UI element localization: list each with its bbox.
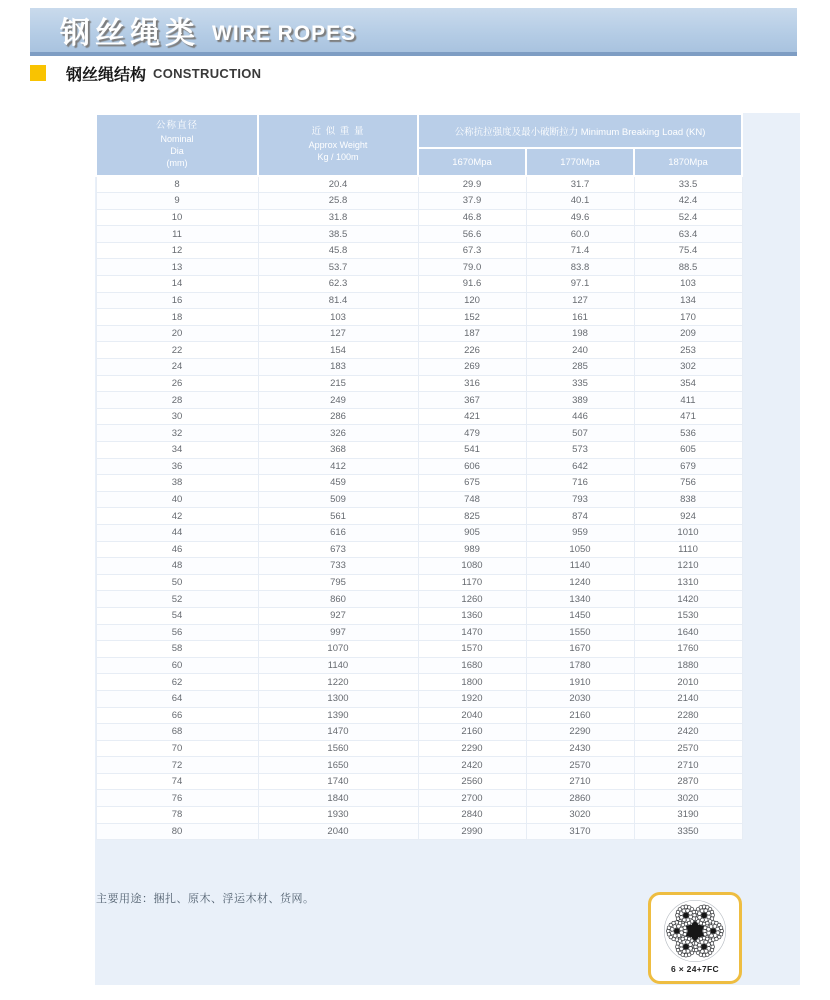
table-cell: 1140	[258, 657, 418, 674]
table-cell: 13	[96, 259, 258, 276]
table-row	[96, 624, 742, 641]
table-cell: 60	[96, 657, 258, 674]
table-cell: 209	[634, 325, 742, 342]
table-cell: 1640	[634, 624, 742, 641]
table-cell: 1680	[418, 657, 526, 674]
table-cell: 606	[418, 458, 526, 475]
column-header-grade-1870: 1870Mpa	[634, 148, 742, 176]
table-row	[96, 259, 742, 276]
page-title-english: WIRE ROPES	[212, 22, 357, 45]
column-header-grade-1670: 1670Mpa	[418, 148, 526, 176]
page-title-chinese: 钢丝绳类	[60, 17, 200, 50]
table-cell: 30	[96, 408, 258, 425]
table-cell: 989	[418, 541, 526, 558]
table-cell: 1420	[634, 591, 742, 608]
table-cell: 10	[96, 209, 258, 226]
table-cell: 76	[96, 790, 258, 807]
table-cell: 1800	[418, 674, 526, 691]
table-cell: 12	[96, 242, 258, 259]
table-cell: 79.0	[418, 259, 526, 276]
page-title-bar	[30, 8, 797, 56]
table-row	[96, 591, 742, 608]
table-row	[96, 309, 742, 326]
spec-table-body	[96, 176, 742, 840]
table-cell: 38	[96, 475, 258, 492]
table-cell: 411	[634, 392, 742, 409]
table-row	[96, 325, 742, 342]
table-cell: 1920	[418, 690, 526, 707]
table-cell: 81.4	[258, 292, 418, 309]
table-cell: 2420	[634, 724, 742, 741]
table-cell: 673	[258, 541, 418, 558]
yellow-square-bullet-icon	[30, 65, 46, 81]
table-cell: 32	[96, 425, 258, 442]
table-cell: 1930	[258, 807, 418, 824]
table-cell: 198	[526, 325, 634, 342]
table-cell: 1110	[634, 541, 742, 558]
table-row	[96, 757, 742, 774]
table-row	[96, 508, 742, 525]
table-row	[96, 242, 742, 259]
table-cell: 1550	[526, 624, 634, 641]
table-cell: 50	[96, 574, 258, 591]
table-cell: 2430	[526, 740, 634, 757]
table-cell: 927	[258, 607, 418, 624]
table-cell: 1240	[526, 574, 634, 591]
table-cell: 286	[258, 408, 418, 425]
table-row	[96, 657, 742, 674]
table-cell: 215	[258, 375, 418, 392]
table-cell: 335	[526, 375, 634, 392]
table-cell: 509	[258, 491, 418, 508]
table-cell: 2140	[634, 690, 742, 707]
table-cell: 152	[418, 309, 526, 326]
table-cell: 1560	[258, 740, 418, 757]
table-cell: 479	[418, 425, 526, 442]
table-cell: 2040	[418, 707, 526, 724]
table-cell: 905	[418, 524, 526, 541]
table-row	[96, 276, 742, 293]
table-row	[96, 541, 742, 558]
table-cell: 253	[634, 342, 742, 359]
table-cell: 74	[96, 773, 258, 790]
table-cell: 2290	[418, 740, 526, 757]
table-cell: 2010	[634, 674, 742, 691]
table-row	[96, 209, 742, 226]
table-cell: 14	[96, 276, 258, 293]
table-row	[96, 408, 742, 425]
table-cell: 1880	[634, 657, 742, 674]
table-cell: 88.5	[634, 259, 742, 276]
table-cell: 1070	[258, 641, 418, 658]
table-row	[96, 607, 742, 624]
table-cell: 56	[96, 624, 258, 641]
table-cell: 154	[258, 342, 418, 359]
table-cell: 75.4	[634, 242, 742, 259]
table-cell: 2040	[258, 823, 418, 840]
rope-construction-label: 6 × 24+7FC	[671, 964, 719, 974]
table-cell: 1450	[526, 607, 634, 624]
table-cell: 240	[526, 342, 634, 359]
table-cell: 52	[96, 591, 258, 608]
table-cell: 3170	[526, 823, 634, 840]
table-cell: 1470	[418, 624, 526, 641]
table-cell: 2160	[418, 724, 526, 741]
table-cell: 78	[96, 807, 258, 824]
table-row	[96, 425, 742, 442]
table-cell: 8	[96, 176, 258, 193]
table-cell: 302	[634, 359, 742, 376]
table-cell: 127	[258, 325, 418, 342]
table-row	[96, 574, 742, 591]
table-cell: 70	[96, 740, 258, 757]
table-row	[96, 375, 742, 392]
table-row	[96, 707, 742, 724]
section-subtitle-english: CONSTRUCTION	[153, 65, 262, 81]
table-cell: 68	[96, 724, 258, 741]
table-cell: 24	[96, 359, 258, 376]
table-cell: 20	[96, 325, 258, 342]
table-cell: 1650	[258, 757, 418, 774]
table-cell: 20.4	[258, 176, 418, 193]
table-cell: 2710	[634, 757, 742, 774]
table-cell: 1760	[634, 641, 742, 658]
table-row	[96, 790, 742, 807]
table-cell: 1840	[258, 790, 418, 807]
table-cell: 354	[634, 375, 742, 392]
table-cell: 53.7	[258, 259, 418, 276]
table-cell: 1910	[526, 674, 634, 691]
table-cell: 756	[634, 475, 742, 492]
table-cell: 368	[258, 442, 418, 459]
table-cell: 34	[96, 442, 258, 459]
table-cell: 285	[526, 359, 634, 376]
usage-note: 主要用途：捆扎、原木、浮运木材、货网。	[96, 893, 315, 905]
table-cell: 60.0	[526, 226, 634, 243]
table-cell: 733	[258, 558, 418, 575]
table-cell: 67.3	[418, 242, 526, 259]
table-cell: 507	[526, 425, 634, 442]
spec-table	[95, 113, 743, 840]
table-cell: 2990	[418, 823, 526, 840]
table-cell: 42	[96, 508, 258, 525]
table-cell: 64	[96, 690, 258, 707]
table-cell: 1010	[634, 524, 742, 541]
table-cell: 54	[96, 607, 258, 624]
table-cell: 1050	[526, 541, 634, 558]
table-cell: 58	[96, 641, 258, 658]
table-cell: 536	[634, 425, 742, 442]
table-cell: 748	[418, 491, 526, 508]
table-cell: 605	[634, 442, 742, 459]
table-cell: 675	[418, 475, 526, 492]
table-cell: 22	[96, 342, 258, 359]
table-cell: 1310	[634, 574, 742, 591]
table-cell: 1780	[526, 657, 634, 674]
column-header-grade-1770: 1770Mpa	[526, 148, 634, 176]
table-row	[96, 690, 742, 707]
table-cell: 28	[96, 392, 258, 409]
table-cell: 2840	[418, 807, 526, 824]
table-cell: 3020	[634, 790, 742, 807]
table-cell: 56.6	[418, 226, 526, 243]
table-cell: 997	[258, 624, 418, 641]
table-cell: 40	[96, 491, 258, 508]
table-cell: 11	[96, 226, 258, 243]
table-cell: 83.8	[526, 259, 634, 276]
table-row	[96, 524, 742, 541]
column-header-nominal-dia: 公称直径 Nominal Dia (mm)	[96, 114, 258, 176]
table-cell: 249	[258, 392, 418, 409]
table-cell: 3190	[634, 807, 742, 824]
table-cell: 2290	[526, 724, 634, 741]
table-cell: 161	[526, 309, 634, 326]
spec-table-header	[96, 114, 742, 176]
table-cell: 52.4	[634, 209, 742, 226]
table-row	[96, 226, 742, 243]
table-row	[96, 392, 742, 409]
table-cell: 2280	[634, 707, 742, 724]
table-cell: 2700	[418, 790, 526, 807]
content-panel	[95, 113, 800, 985]
table-cell: 1260	[418, 591, 526, 608]
table-cell: 91.6	[418, 276, 526, 293]
table-row	[96, 807, 742, 824]
section-subtitle	[30, 63, 261, 83]
table-cell: 2870	[634, 773, 742, 790]
table-cell: 62.3	[258, 276, 418, 293]
table-cell: 561	[258, 508, 418, 525]
table-cell: 97.1	[526, 276, 634, 293]
table-cell: 63.4	[634, 226, 742, 243]
table-cell: 2860	[526, 790, 634, 807]
table-cell: 226	[418, 342, 526, 359]
table-cell: 421	[418, 408, 526, 425]
table-cell: 18	[96, 309, 258, 326]
table-cell: 170	[634, 309, 742, 326]
table-row	[96, 491, 742, 508]
table-row	[96, 724, 742, 741]
table-cell: 616	[258, 524, 418, 541]
table-row	[96, 475, 742, 492]
table-cell: 412	[258, 458, 418, 475]
table-row	[96, 674, 742, 691]
table-cell: 924	[634, 508, 742, 525]
table-cell: 2160	[526, 707, 634, 724]
table-cell: 2710	[526, 773, 634, 790]
table-row	[96, 442, 742, 459]
table-cell: 16	[96, 292, 258, 309]
table-cell: 1360	[418, 607, 526, 624]
table-cell: 1530	[634, 607, 742, 624]
table-cell: 31.7	[526, 176, 634, 193]
table-cell: 860	[258, 591, 418, 608]
table-cell: 48	[96, 558, 258, 575]
table-cell: 1570	[418, 641, 526, 658]
table-cell: 795	[258, 574, 418, 591]
table-cell: 389	[526, 392, 634, 409]
table-cell: 33.5	[634, 176, 742, 193]
table-cell: 134	[634, 292, 742, 309]
table-cell: 2570	[526, 757, 634, 774]
table-cell: 825	[418, 508, 526, 525]
table-row	[96, 558, 742, 575]
table-cell: 42.4	[634, 193, 742, 210]
table-cell: 2560	[418, 773, 526, 790]
table-cell: 1340	[526, 591, 634, 608]
table-cell: 45.8	[258, 242, 418, 259]
table-cell: 49.6	[526, 209, 634, 226]
table-cell: 1470	[258, 724, 418, 741]
table-row	[96, 359, 742, 376]
table-cell: 471	[634, 408, 742, 425]
table-cell: 793	[526, 491, 634, 508]
table-cell: 72	[96, 757, 258, 774]
table-row	[96, 342, 742, 359]
table-cell: 459	[258, 475, 418, 492]
table-cell: 44	[96, 524, 258, 541]
table-cell: 103	[258, 309, 418, 326]
table-cell: 62	[96, 674, 258, 691]
table-cell: 80	[96, 823, 258, 840]
table-cell: 316	[418, 375, 526, 392]
table-row	[96, 193, 742, 210]
table-cell: 37.9	[418, 193, 526, 210]
table-cell: 71.4	[526, 242, 634, 259]
column-header-breaking-load-group: 公称抗拉强度及最小破断拉力 Minimum Breaking Load (KN)	[418, 114, 742, 148]
table-cell: 120	[418, 292, 526, 309]
table-cell: 1220	[258, 674, 418, 691]
table-cell: 1670	[526, 641, 634, 658]
table-cell: 187	[418, 325, 526, 342]
table-cell: 183	[258, 359, 418, 376]
table-cell: 3350	[634, 823, 742, 840]
table-cell: 446	[526, 408, 634, 425]
rope-construction-badge	[648, 892, 742, 984]
table-cell: 38.5	[258, 226, 418, 243]
table-cell: 326	[258, 425, 418, 442]
table-cell: 679	[634, 458, 742, 475]
table-cell: 46	[96, 541, 258, 558]
table-cell: 29.9	[418, 176, 526, 193]
table-cell: 1390	[258, 707, 418, 724]
section-subtitle-chinese: 钢丝绳结构	[66, 66, 147, 84]
table-cell: 1140	[526, 558, 634, 575]
table-cell: 716	[526, 475, 634, 492]
table-cell: 2420	[418, 757, 526, 774]
rope-cross-section-icon	[662, 898, 728, 964]
table-row	[96, 458, 742, 475]
table-cell: 642	[526, 458, 634, 475]
table-cell: 874	[526, 508, 634, 525]
table-cell: 269	[418, 359, 526, 376]
table-row	[96, 292, 742, 309]
table-cell: 103	[634, 276, 742, 293]
table-cell: 2570	[634, 740, 742, 757]
table-cell: 3020	[526, 807, 634, 824]
table-cell: 2030	[526, 690, 634, 707]
table-cell: 36	[96, 458, 258, 475]
table-cell: 25.8	[258, 193, 418, 210]
table-cell: 1210	[634, 558, 742, 575]
table-row	[96, 773, 742, 790]
table-cell: 959	[526, 524, 634, 541]
table-cell: 573	[526, 442, 634, 459]
table-cell: 838	[634, 491, 742, 508]
table-cell: 541	[418, 442, 526, 459]
table-cell: 1080	[418, 558, 526, 575]
table-cell: 66	[96, 707, 258, 724]
table-row	[96, 740, 742, 757]
table-row	[96, 641, 742, 658]
table-cell: 1740	[258, 773, 418, 790]
table-cell: 367	[418, 392, 526, 409]
table-cell: 1300	[258, 690, 418, 707]
table-cell: 26	[96, 375, 258, 392]
table-cell: 40.1	[526, 193, 634, 210]
table-cell: 127	[526, 292, 634, 309]
table-cell: 1170	[418, 574, 526, 591]
table-cell: 46.8	[418, 209, 526, 226]
table-cell: 31.8	[258, 209, 418, 226]
table-row	[96, 176, 742, 193]
table-row	[96, 823, 742, 840]
column-header-approx-weight: 近 似 重 量 Approx Weight Kg / 100m	[258, 114, 418, 176]
table-cell: 9	[96, 193, 258, 210]
